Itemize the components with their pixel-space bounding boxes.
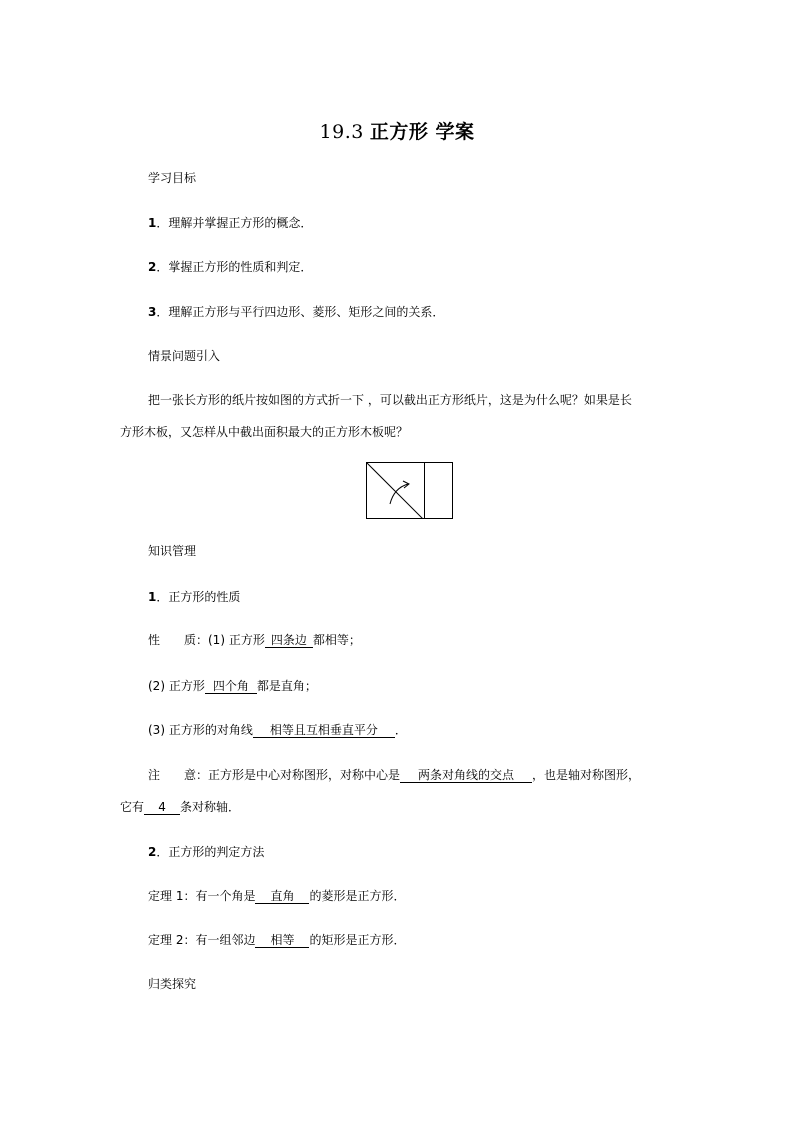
theorem-1-prefix: 定理 1：有一个角是 <box>148 889 256 903</box>
goal-item-3 <box>148 304 444 320</box>
property-1-blank: 四条边 <box>265 633 313 648</box>
note-line-2 <box>120 799 240 815</box>
knowledge-heading: 知识管理 <box>148 544 197 558</box>
goal-number-1: 1 <box>148 216 157 230</box>
folded-rectangle-diagram <box>366 462 454 520</box>
section-2-title <box>148 844 264 860</box>
page-title <box>0 117 794 144</box>
property-1-suffix: 都相等； <box>312 633 361 647</box>
goal-number-3: 3 <box>148 305 157 319</box>
property-3-prefix: (3) 正方形的对角线 <box>148 723 253 737</box>
intro-paragraph-line-1: 把一张长方形的纸片按如图的方式折一下 ，可以截出正方形纸片，这是为什么呢？如果是长 <box>148 393 632 407</box>
goal-text-2: ．掌握正方形的性质和判定． <box>156 260 313 274</box>
section-1-title <box>148 589 240 605</box>
goals-heading: 学习目标 <box>148 171 197 185</box>
property-2-blank: 四个角 <box>205 679 257 694</box>
property-2 <box>148 678 317 694</box>
property-3-suffix: ． <box>394 723 407 737</box>
intro-paragraph-line-2: 方形木板，又怎样从中截出面积最大的正方形木板呢？ <box>120 425 409 439</box>
note-2-blank: 4 <box>144 800 180 815</box>
theorem-2-suffix: 的矩形是正方形． <box>309 933 406 947</box>
classify-heading: 归类探究 <box>148 977 197 991</box>
intro-heading: 情景问题引入 <box>148 349 221 363</box>
goal-number-2: 2 <box>148 260 157 274</box>
section-1-text: ．正方形的性质 <box>156 590 241 604</box>
section-2-text: ．正方形的判定方法 <box>156 845 265 859</box>
property-3 <box>148 722 407 738</box>
paper-rectangle <box>367 463 453 519</box>
property-1 <box>148 632 361 648</box>
note-line-1 <box>148 767 640 783</box>
note-prefix: 注 意：正方形是中心对称图形，对称中心是 <box>148 768 401 782</box>
property-2-suffix: 都是直角； <box>256 679 317 693</box>
theorem-1-suffix: 的菱形是正方形． <box>309 889 406 903</box>
note-suffix: ，也是轴对称图形， <box>532 768 641 782</box>
folding-figure <box>366 462 454 524</box>
note-2-prefix: 它有 <box>120 800 145 814</box>
section-2-number: 2 <box>148 845 157 859</box>
property-1-prefix: 性 质：(1) 正方形 <box>148 633 265 647</box>
theorem-2-prefix: 定理 2：有一组邻边 <box>148 933 256 947</box>
theorem-2 <box>148 932 405 948</box>
theorem-1-blank: 直角 <box>255 889 309 904</box>
title-number: 19.3 <box>319 121 364 143</box>
goal-item-2 <box>148 259 312 275</box>
property-3-blank: 相等且互相垂直平分 <box>253 723 395 738</box>
section-1-number: 1 <box>148 590 157 604</box>
goal-item-1 <box>148 215 312 231</box>
note-2-suffix: 条对称轴． <box>180 800 241 814</box>
theorem-2-blank: 相等 <box>255 933 309 948</box>
goal-text-1: ．理解并掌握正方形的概念． <box>156 216 313 230</box>
title-text: 正方形 学案 <box>369 121 475 143</box>
theorem-1 <box>148 888 405 904</box>
property-2-prefix: (2) 正方形 <box>148 679 205 693</box>
goal-text-3: ．理解正方形与平行四边形、菱形、矩形之间的关系． <box>156 305 445 319</box>
note-blank: 两条对角线的交点 <box>400 768 532 783</box>
diagonal-line <box>367 463 423 519</box>
